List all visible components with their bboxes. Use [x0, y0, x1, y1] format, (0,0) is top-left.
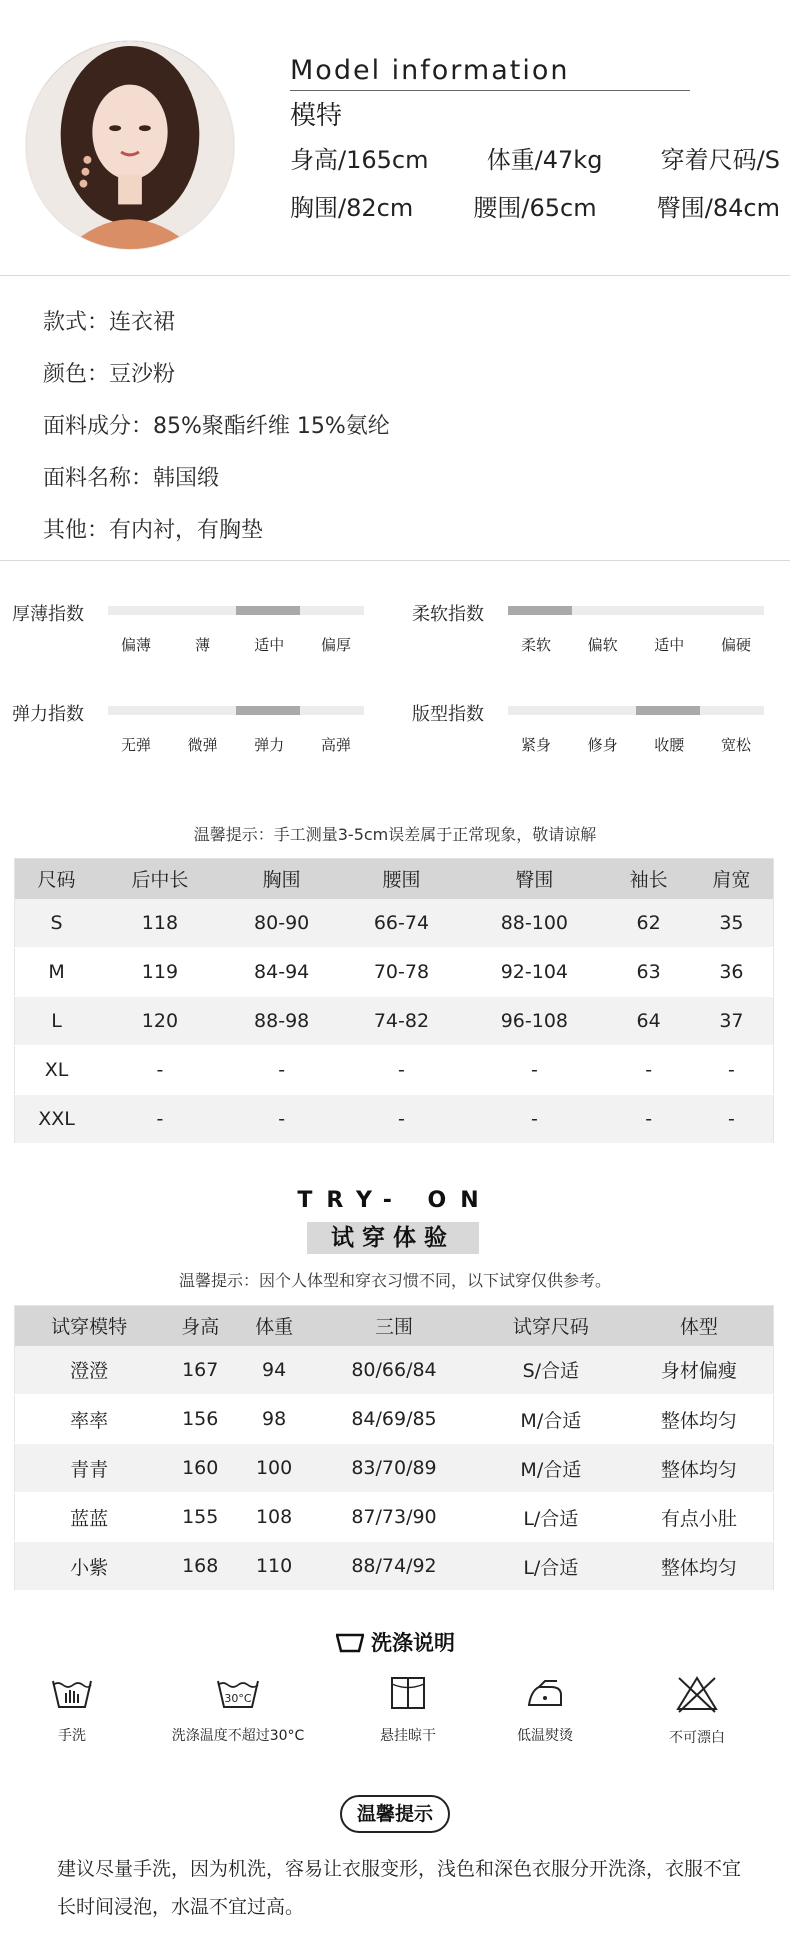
tryon-subtitle: 试穿体验 [307, 1222, 479, 1254]
wash-item-hand-wash [0, 1675, 147, 1745]
table-cell: - [342, 1046, 462, 1095]
column-header: 肩宽 [690, 859, 774, 899]
model-info-subheading: 模特 [290, 101, 343, 131]
column-header: 尺码 [15, 859, 99, 899]
column-header: 腰围 [342, 859, 462, 899]
softness-index-marker [508, 606, 572, 615]
table-row [15, 1046, 774, 1095]
fit-index-marker [636, 706, 700, 715]
table-cell: - [222, 1046, 342, 1095]
thickness-index-marker [236, 606, 300, 615]
wash-item-temperature [163, 1675, 313, 1745]
low-iron-label: 低温熨烫 [517, 1728, 573, 1744]
column-header: 体型 [625, 1306, 774, 1346]
elasticity-index-label: 弹力指数 [12, 704, 84, 725]
size-table-tip: 温馨提示：手工测量3-5cm误差属于正常现象，敬请谅解 [193, 825, 597, 844]
elasticity-index-marker [236, 706, 300, 715]
product-fabric: 面料名称：韩国缎 [43, 466, 220, 491]
wash-item-no-bleach [622, 1675, 772, 1747]
column-header: 后中长 [98, 859, 222, 899]
table-cell: 澄澄 [15, 1346, 164, 1395]
elasticity-index-track [108, 706, 364, 715]
column-header: 臀围 [461, 859, 607, 899]
table-cell: 108 [237, 1493, 311, 1542]
table-cell: 87/73/90 [311, 1493, 477, 1542]
tick: 偏软 [587, 636, 618, 654]
column-header: 三围 [311, 1306, 477, 1346]
model-measurements-row-1 [290, 140, 780, 175]
tick: 适中 [254, 636, 285, 654]
table-row [15, 948, 774, 997]
size-table [14, 858, 774, 1144]
table-cell: L/合适 [477, 1493, 625, 1542]
column-header: 体重 [237, 1306, 311, 1346]
table-cell: XXL [15, 1095, 99, 1144]
fit-index-track [508, 706, 764, 715]
table-cell: - [222, 1095, 342, 1144]
table-cell: 100 [237, 1444, 311, 1493]
product-color: 颜色：豆沙粉 [43, 362, 176, 387]
table-cell: 66-74 [342, 899, 462, 948]
notice-badge: 温馨提示 [340, 1795, 450, 1833]
wash-item-hang-dry [333, 1675, 483, 1745]
table-row [15, 1542, 774, 1591]
table-cell: 74-82 [342, 997, 462, 1046]
table-cell: 37 [690, 997, 774, 1046]
table-cell: S [15, 899, 99, 948]
table-cell: 小紫 [15, 1542, 164, 1591]
wash-30-icon [215, 1675, 261, 1711]
wash-instructions-title [0, 1627, 790, 1657]
notice-text: 建议尽量手洗，因为机洗，容易让衣服变形，浅色和深色衣服分开洗涤，衣服不宜长时间浸泡，水温不宜过高。 [57, 1858, 742, 1918]
hand-wash-label: 手洗 [58, 1728, 86, 1744]
tick: 偏薄 [120, 636, 151, 654]
wash-item-iron [470, 1675, 620, 1745]
table-cell: L [15, 997, 99, 1046]
table-cell: 36 [690, 948, 774, 997]
thickness-index-label: 厚薄指数 [12, 604, 84, 625]
table-cell: 92-104 [461, 948, 607, 997]
column-header: 试穿尺码 [477, 1306, 625, 1346]
table-row [15, 899, 774, 948]
table-cell: 整体均匀 [625, 1395, 774, 1444]
section-divider [0, 560, 790, 561]
table-cell: 96-108 [461, 997, 607, 1046]
no-bleach-label: 不可漂白 [669, 1730, 725, 1746]
table-cell: - [98, 1046, 222, 1095]
table-cell: 80-90 [222, 899, 342, 948]
hang-dry-icon [388, 1675, 428, 1711]
section-divider [0, 275, 790, 276]
tick: 薄 [195, 636, 211, 654]
table-cell: 63 [607, 948, 689, 997]
table-cell: 35 [690, 899, 774, 948]
wash-temp-text: 30°C [224, 1692, 252, 1705]
table-cell: 80/66/84 [311, 1346, 477, 1395]
table-cell: 64 [607, 997, 689, 1046]
table-cell: L/合适 [477, 1542, 625, 1591]
table-cell: 94 [237, 1346, 311, 1395]
table-cell: 167 [163, 1346, 237, 1395]
table-cell: S/合适 [477, 1346, 625, 1395]
table-cell: 84/69/85 [311, 1395, 477, 1444]
table-cell: 119 [98, 948, 222, 997]
table-cell: 160 [163, 1444, 237, 1493]
tick: 适中 [654, 636, 685, 654]
tick: 紧身 [520, 736, 551, 754]
tryon-tip: 温馨提示：因个人体型和穿衣习惯不同，以下试穿仅供参考。 [178, 1271, 611, 1290]
table-cell: 率率 [15, 1395, 164, 1444]
tryon-title: TRY- ON [297, 1188, 493, 1213]
model-height: 身高/165cm [290, 146, 429, 174]
table-cell: M [15, 948, 99, 997]
tick: 偏硬 [720, 636, 751, 654]
table-cell: - [461, 1046, 607, 1095]
tick: 偏厚 [320, 636, 351, 654]
column-header: 身高 [163, 1306, 237, 1346]
model-weight: 体重/47kg [486, 146, 603, 174]
table-cell: - [461, 1095, 607, 1144]
table-cell: XL [15, 1046, 99, 1095]
table-row [15, 1095, 774, 1144]
table-cell: 155 [163, 1493, 237, 1542]
table-cell: 62 [607, 899, 689, 948]
table-cell: 整体均匀 [625, 1542, 774, 1591]
column-header: 胸围 [222, 859, 342, 899]
softness-index-label: 柔软指数 [412, 604, 484, 625]
table-cell: - [607, 1046, 689, 1095]
tick: 微弹 [187, 736, 218, 754]
model-hip: 臀围/84cm [656, 194, 780, 222]
tick: 收腰 [654, 736, 685, 754]
elasticity-index-ticks [104, 734, 368, 755]
thickness-index-track [108, 606, 364, 615]
low-iron-icon [523, 1675, 567, 1711]
table-cell: 83/70/89 [311, 1444, 477, 1493]
table-cell: 84-94 [222, 948, 342, 997]
model-bust: 胸围/82cm [290, 194, 414, 222]
model-portrait-image [26, 41, 234, 249]
column-header: 袖长 [607, 859, 689, 899]
softness-index-track [508, 606, 764, 615]
wash-basin-icon [335, 1631, 365, 1653]
wash-temperature-label: 洗涤温度不超过30°C [171, 1728, 305, 1744]
model-waist: 腰围/65cm [473, 194, 597, 222]
tryon-table [14, 1305, 774, 1591]
product-style: 款式：连衣裙 [43, 310, 176, 335]
hang-dry-label: 悬挂晾干 [380, 1728, 436, 1744]
table-cell: 168 [163, 1542, 237, 1591]
table-cell: 青青 [15, 1444, 164, 1493]
table-cell: 118 [98, 899, 222, 948]
table-cell: 120 [98, 997, 222, 1046]
table-row [15, 997, 774, 1046]
table-cell: - [342, 1095, 462, 1144]
fit-index-label: 版型指数 [412, 704, 484, 725]
table-row [15, 1444, 774, 1493]
tick: 高弹 [320, 736, 351, 754]
model-info-heading: Model information [290, 55, 570, 86]
heading-rule [290, 90, 690, 91]
table-cell: 有点小肚 [625, 1493, 774, 1542]
wash-title-text: 洗涤说明 [371, 1631, 455, 1655]
product-other: 其他：有内衬，有胸垫 [43, 518, 264, 543]
tick: 无弹 [120, 736, 151, 754]
fit-index-ticks [504, 734, 768, 755]
table-cell: - [607, 1095, 689, 1144]
thickness-index-ticks [104, 634, 368, 655]
model-photo [25, 40, 235, 250]
table-cell: 70-78 [342, 948, 462, 997]
product-composition: 面料成分：85%聚酯纤维 15%氨纶 [43, 414, 390, 439]
table-cell: - [98, 1095, 222, 1144]
model-measurements-row-2 [290, 188, 780, 223]
table-row [15, 1395, 774, 1444]
tick: 弹力 [254, 736, 285, 754]
no-bleach-icon [675, 1675, 719, 1713]
table-cell: - [690, 1046, 774, 1095]
table-cell: 身材偏瘦 [625, 1346, 774, 1395]
column-header: 试穿模特 [15, 1306, 164, 1346]
softness-index-ticks [504, 634, 768, 655]
table-cell: M/合适 [477, 1444, 625, 1493]
table-cell: - [690, 1095, 774, 1144]
table-cell: M/合适 [477, 1395, 625, 1444]
table-cell: 88-100 [461, 899, 607, 948]
table-cell: 110 [237, 1542, 311, 1591]
table-cell: 156 [163, 1395, 237, 1444]
table-cell: 88/74/92 [311, 1542, 477, 1591]
table-cell: 整体均匀 [625, 1444, 774, 1493]
tick: 宽松 [720, 736, 751, 754]
tick: 柔软 [520, 636, 551, 654]
size-table-header [15, 859, 774, 899]
tryon-table-header [15, 1306, 774, 1346]
table-cell: 98 [237, 1395, 311, 1444]
table-cell: 88-98 [222, 997, 342, 1046]
tick: 修身 [587, 736, 618, 754]
table-row [15, 1346, 774, 1395]
model-size: 穿着尺码/S [660, 146, 780, 174]
table-row [15, 1493, 774, 1542]
table-cell: 蓝蓝 [15, 1493, 164, 1542]
hand-wash-icon [50, 1675, 94, 1711]
